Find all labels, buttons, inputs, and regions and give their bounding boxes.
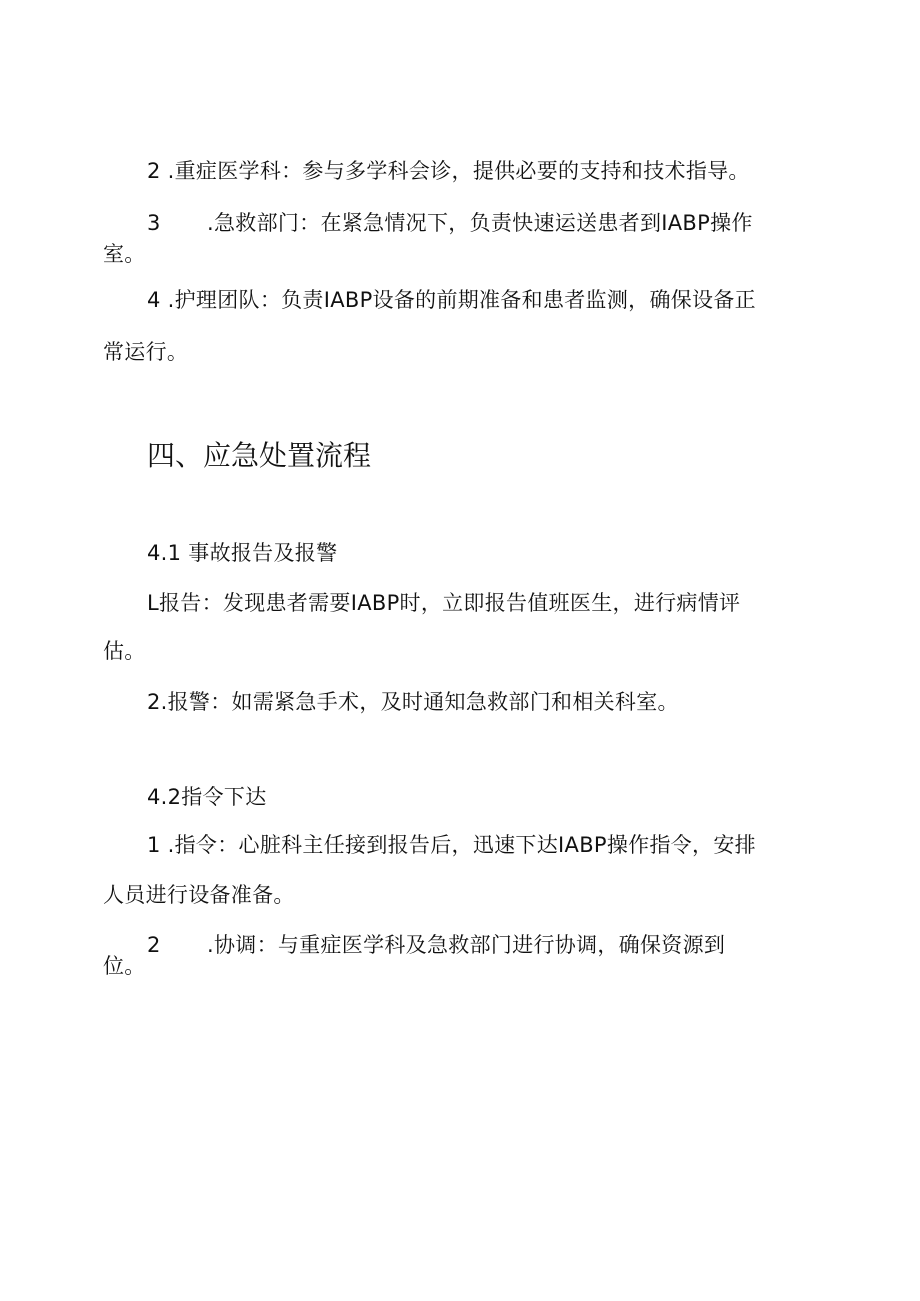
section-title: 四、应急处置流程	[147, 439, 372, 472]
item-continuation: 人员进行设备准备。	[103, 883, 295, 907]
item-continuation: 室。	[103, 242, 146, 266]
item-number: 3	[147, 211, 161, 235]
item-text: .重症医学科：参与多学科会诊，提供必要的支持和技术指导。	[167, 159, 750, 183]
item-text: .护理团队：负责IABP设备的前期准备和患者监测，确保设备正	[167, 288, 756, 312]
list-item: 2.报警：如需紧急手术，及时通知急救部门和相关科室。	[147, 690, 679, 714]
item-continuation: 位。	[103, 954, 146, 978]
item-text: .急救部门：在紧急情况下，负责快速运送患者到IABP操作	[207, 211, 753, 235]
list-item	[147, 829, 756, 861]
item-continuation: 常运行。	[103, 340, 189, 364]
item-number: 2	[147, 933, 161, 957]
item-continuation: 估。	[103, 639, 146, 663]
list-item	[147, 155, 750, 187]
subsection-title: 4.2指令下达	[147, 785, 267, 809]
item-text: .指令：心脏科主任接到报告后，迅速下达IABP操作指令，安排	[167, 833, 756, 857]
list-item: L报告：发现患者需要IABP时，立即报告值班医生，进行病情评	[147, 591, 741, 615]
list-item	[147, 284, 756, 316]
item-number: 4	[147, 288, 161, 312]
item-number: 2	[147, 159, 161, 183]
list-item	[147, 207, 753, 239]
list-item	[147, 929, 725, 961]
item-number: 1	[147, 833, 161, 857]
subsection-title: 4.1 事故报告及报警	[147, 541, 338, 565]
item-text: .协调：与重症医学科及急救部门进行协调，确保资源到	[207, 933, 726, 957]
